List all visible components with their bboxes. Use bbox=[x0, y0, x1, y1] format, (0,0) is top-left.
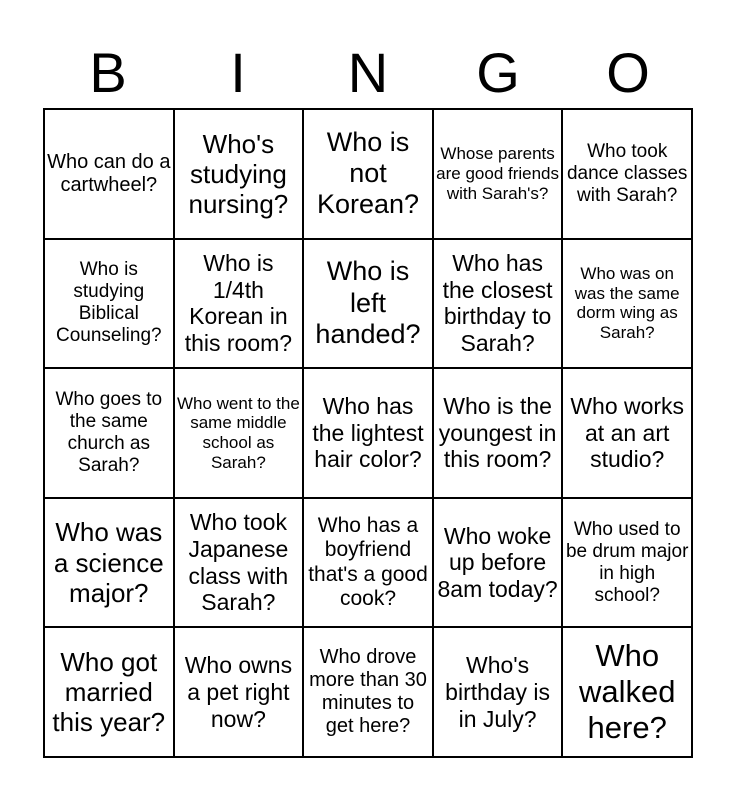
cell-text: Who woke up before 8am today? bbox=[437, 522, 558, 602]
bingo-board bbox=[43, 108, 693, 758]
cell-text: Who took Japanese class with Sarah? bbox=[188, 509, 289, 616]
bingo-cell[interactable] bbox=[433, 627, 563, 757]
header-letter-o: O bbox=[606, 41, 650, 104]
bingo-cell[interactable] bbox=[562, 109, 692, 239]
bingo-cell[interactable] bbox=[174, 498, 304, 628]
bingo-cell[interactable] bbox=[303, 239, 433, 369]
bingo-cell[interactable] bbox=[562, 498, 692, 628]
header-letter-b: B bbox=[89, 41, 127, 104]
cell-text: Who is 1/4th Korean in this room? bbox=[184, 250, 293, 357]
bingo-cell[interactable] bbox=[44, 498, 174, 628]
bingo-cell[interactable] bbox=[44, 627, 174, 757]
cell-text: Who walked here? bbox=[578, 638, 676, 746]
cell-text: Who owns a pet right now? bbox=[184, 652, 293, 732]
cell-text: Who has a boyfriend that's a good cook? bbox=[308, 513, 428, 610]
bingo-cell[interactable] bbox=[303, 498, 433, 628]
bingo-cell[interactable] bbox=[562, 239, 692, 369]
cell-text: Whose parents are good friends with Sarah's? bbox=[436, 144, 560, 203]
bingo-cell[interactable] bbox=[433, 368, 563, 498]
header-letter-g: G bbox=[476, 41, 520, 104]
bingo-cell[interactable] bbox=[174, 239, 304, 369]
bingo-cell[interactable] bbox=[44, 239, 174, 369]
bingo-cell[interactable] bbox=[303, 368, 433, 498]
cell-text: Who got married this year? bbox=[52, 646, 166, 738]
bingo-cell[interactable] bbox=[303, 627, 433, 757]
bingo-cell[interactable] bbox=[44, 368, 174, 498]
cell-text: Who was on was the same dorm wing as Sarah? bbox=[574, 263, 680, 343]
bingo-header bbox=[43, 38, 693, 108]
bingo-cell[interactable] bbox=[433, 239, 563, 369]
bingo-cell[interactable] bbox=[433, 498, 563, 628]
cell-text: Who drove more than 30 minutes to get here? bbox=[309, 645, 427, 738]
cell-text: Who was a science major? bbox=[53, 517, 164, 608]
header-letter-i: I bbox=[230, 41, 246, 104]
cell-text: Who's birthday is in July? bbox=[445, 652, 550, 732]
cell-text: Who goes to the same church as Sarah? bbox=[55, 388, 163, 477]
cell-text: Who can do a cartwheel? bbox=[47, 150, 171, 196]
cell-text: Who is not Korean? bbox=[316, 126, 420, 220]
bingo-cell[interactable] bbox=[562, 627, 692, 757]
cell-text: Who is the youngest in this room? bbox=[438, 392, 557, 473]
cell-text: Who took dance classes with Sarah? bbox=[566, 140, 688, 206]
bingo-cell[interactable] bbox=[174, 109, 304, 239]
bingo-cell[interactable] bbox=[174, 627, 304, 757]
bingo-cell[interactable] bbox=[44, 109, 174, 239]
bingo-cell[interactable] bbox=[174, 368, 304, 498]
bingo-cell[interactable] bbox=[433, 109, 563, 239]
cell-text: Who went to the same middle school as Sarah? bbox=[176, 393, 300, 472]
cell-text: Who has the closest birthday to Sarah? bbox=[442, 250, 553, 357]
bingo-cell[interactable] bbox=[562, 368, 692, 498]
cell-text: Who works at an art studio? bbox=[570, 392, 685, 473]
cell-text: Who is left handed? bbox=[315, 256, 421, 350]
cell-text: Who has the lightest hair color? bbox=[312, 392, 424, 473]
cell-text: Who is studying Biblical Counseling? bbox=[55, 259, 162, 347]
cell-text: Who's studying nursing? bbox=[188, 128, 289, 219]
cell-text: Who used to be drum major in high school? bbox=[565, 518, 689, 606]
header-letter-n: N bbox=[347, 41, 389, 104]
bingo-cell[interactable] bbox=[303, 109, 433, 239]
